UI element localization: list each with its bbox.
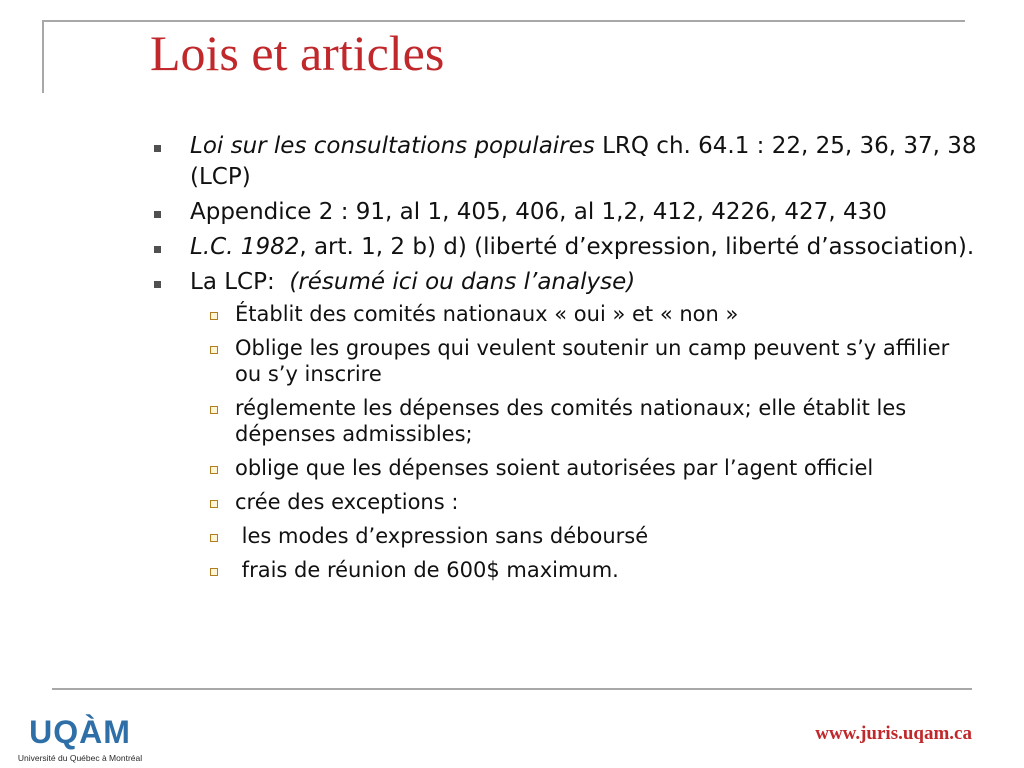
slide-title: Lois et articles bbox=[150, 25, 445, 81]
box-bullet-icon bbox=[210, 346, 218, 354]
square-bullet-icon bbox=[154, 145, 161, 152]
box-bullet-icon bbox=[210, 568, 218, 576]
bullet-text: LRQ ch. 64.1 : 22, 25, 36, 37, 38 (LCP) bbox=[190, 133, 977, 190]
box-bullet-icon bbox=[210, 466, 218, 474]
bullet-text: Appendice 2 : 91, al 1, 405, 406, al 1,2, 412, 4226, 427, 430 bbox=[190, 199, 887, 225]
bullet-text: La LCP: bbox=[190, 269, 290, 295]
uqam-logo bbox=[4, 712, 156, 766]
bullet-list bbox=[150, 131, 980, 583]
bullet-italic-text: (résumé ici ou dans l’analyse) bbox=[289, 269, 636, 295]
bullet-item bbox=[150, 197, 980, 228]
bullet-text: , art. 1, 2 b) d) (liberté d’expression, liberté d’association). bbox=[299, 234, 975, 260]
sub-bullet-text: réglemente les dépenses des comités nationaux; elle établit les dépenses admissibles; bbox=[235, 396, 907, 446]
website-link[interactable]: www.juris.uqam.ca bbox=[815, 723, 972, 744]
bottom-rule bbox=[52, 688, 972, 690]
sub-bullet-item bbox=[190, 489, 980, 515]
sub-bullet-text: oblige que les dépenses soient autorisées par l’agent officiel bbox=[235, 456, 874, 480]
logo-wordmark: UQÀM bbox=[29, 714, 131, 750]
logo-subtitle: Université du Québec à Montréal bbox=[17, 753, 143, 763]
box-bullet-icon bbox=[210, 534, 218, 542]
slide-body bbox=[150, 131, 980, 591]
sub-bullet-text: Établit des comités nationaux « oui » et « non » bbox=[235, 302, 739, 326]
sub-bullet-text: les modes d’expression sans déboursé bbox=[235, 524, 649, 548]
bullet-italic-text: Loi sur les consultations populaires bbox=[190, 133, 595, 159]
sub-bullet-item bbox=[190, 455, 980, 481]
sub-bullet-text: crée des exceptions : bbox=[235, 490, 459, 514]
sub-bullet-list bbox=[190, 301, 980, 583]
bullet-item bbox=[150, 131, 980, 193]
bullet-item bbox=[150, 267, 980, 583]
sub-bullet-item bbox=[190, 523, 980, 549]
sub-bullet-item bbox=[190, 301, 980, 327]
left-rule bbox=[42, 20, 44, 93]
square-bullet-icon bbox=[154, 281, 161, 288]
box-bullet-icon bbox=[210, 406, 218, 414]
sub-bullet-item bbox=[190, 335, 980, 387]
square-bullet-icon bbox=[154, 211, 161, 218]
bullet-item bbox=[150, 232, 980, 263]
sub-bullet-item bbox=[190, 395, 980, 447]
sub-bullet-item bbox=[190, 557, 980, 583]
bullet-italic-text: L.C. 1982 bbox=[190, 234, 300, 260]
square-bullet-icon bbox=[154, 246, 161, 253]
sub-bullet-text: frais de réunion de 600$ maximum. bbox=[235, 558, 619, 582]
sub-bullet-text: Oblige les groupes qui veulent soutenir un camp peuvent s’y affilier ou s’y inscrire bbox=[235, 336, 950, 386]
box-bullet-icon bbox=[210, 312, 218, 320]
box-bullet-icon bbox=[210, 500, 218, 508]
